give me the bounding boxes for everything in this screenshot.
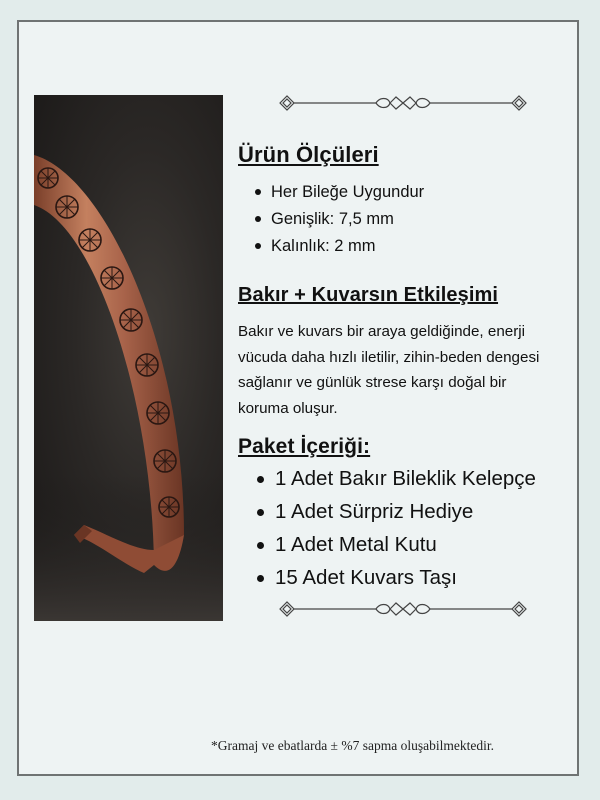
dimensions-heading: Ürün Ölçüleri — [238, 142, 379, 167]
ornament-divider-top — [278, 94, 528, 112]
list-item: 1 Adet Bakır Bileklik Kelepçe — [275, 466, 536, 499]
interaction-heading: Bakır + Kuvarsın Etkileşimi — [238, 284, 499, 306]
list-item: Genişlik: 7,5 mm — [271, 208, 424, 235]
package-list — [275, 466, 536, 598]
ornament-divider-bottom — [278, 600, 528, 618]
list-item: Her Bileğe Uygundur — [271, 181, 424, 208]
footnote: *Gramaj ve ebatlarda ± %7 sapma oluşabilmektedir. — [211, 738, 494, 753]
copper-bracelet-photo — [34, 95, 223, 621]
list-item: Kalınlık: 2 mm — [271, 235, 424, 262]
package-heading: Paket İçeriği: — [238, 435, 371, 458]
product-info-card — [17, 20, 579, 776]
dimensions-list — [271, 181, 424, 262]
list-item: 1 Adet Sürpriz Hediye — [275, 499, 536, 532]
interaction-text: Bakır ve kuvars bir araya geldiğinde, enerji vücuda daha hızlı iletilir, zihin-beden dengesi sağlanır ve günlük strese karşı doğal bir koruma oluşur. — [238, 323, 540, 417]
list-item: 1 Adet Metal Kutu — [275, 532, 536, 565]
list-item: 15 Adet Kuvars Taşı — [275, 565, 536, 598]
